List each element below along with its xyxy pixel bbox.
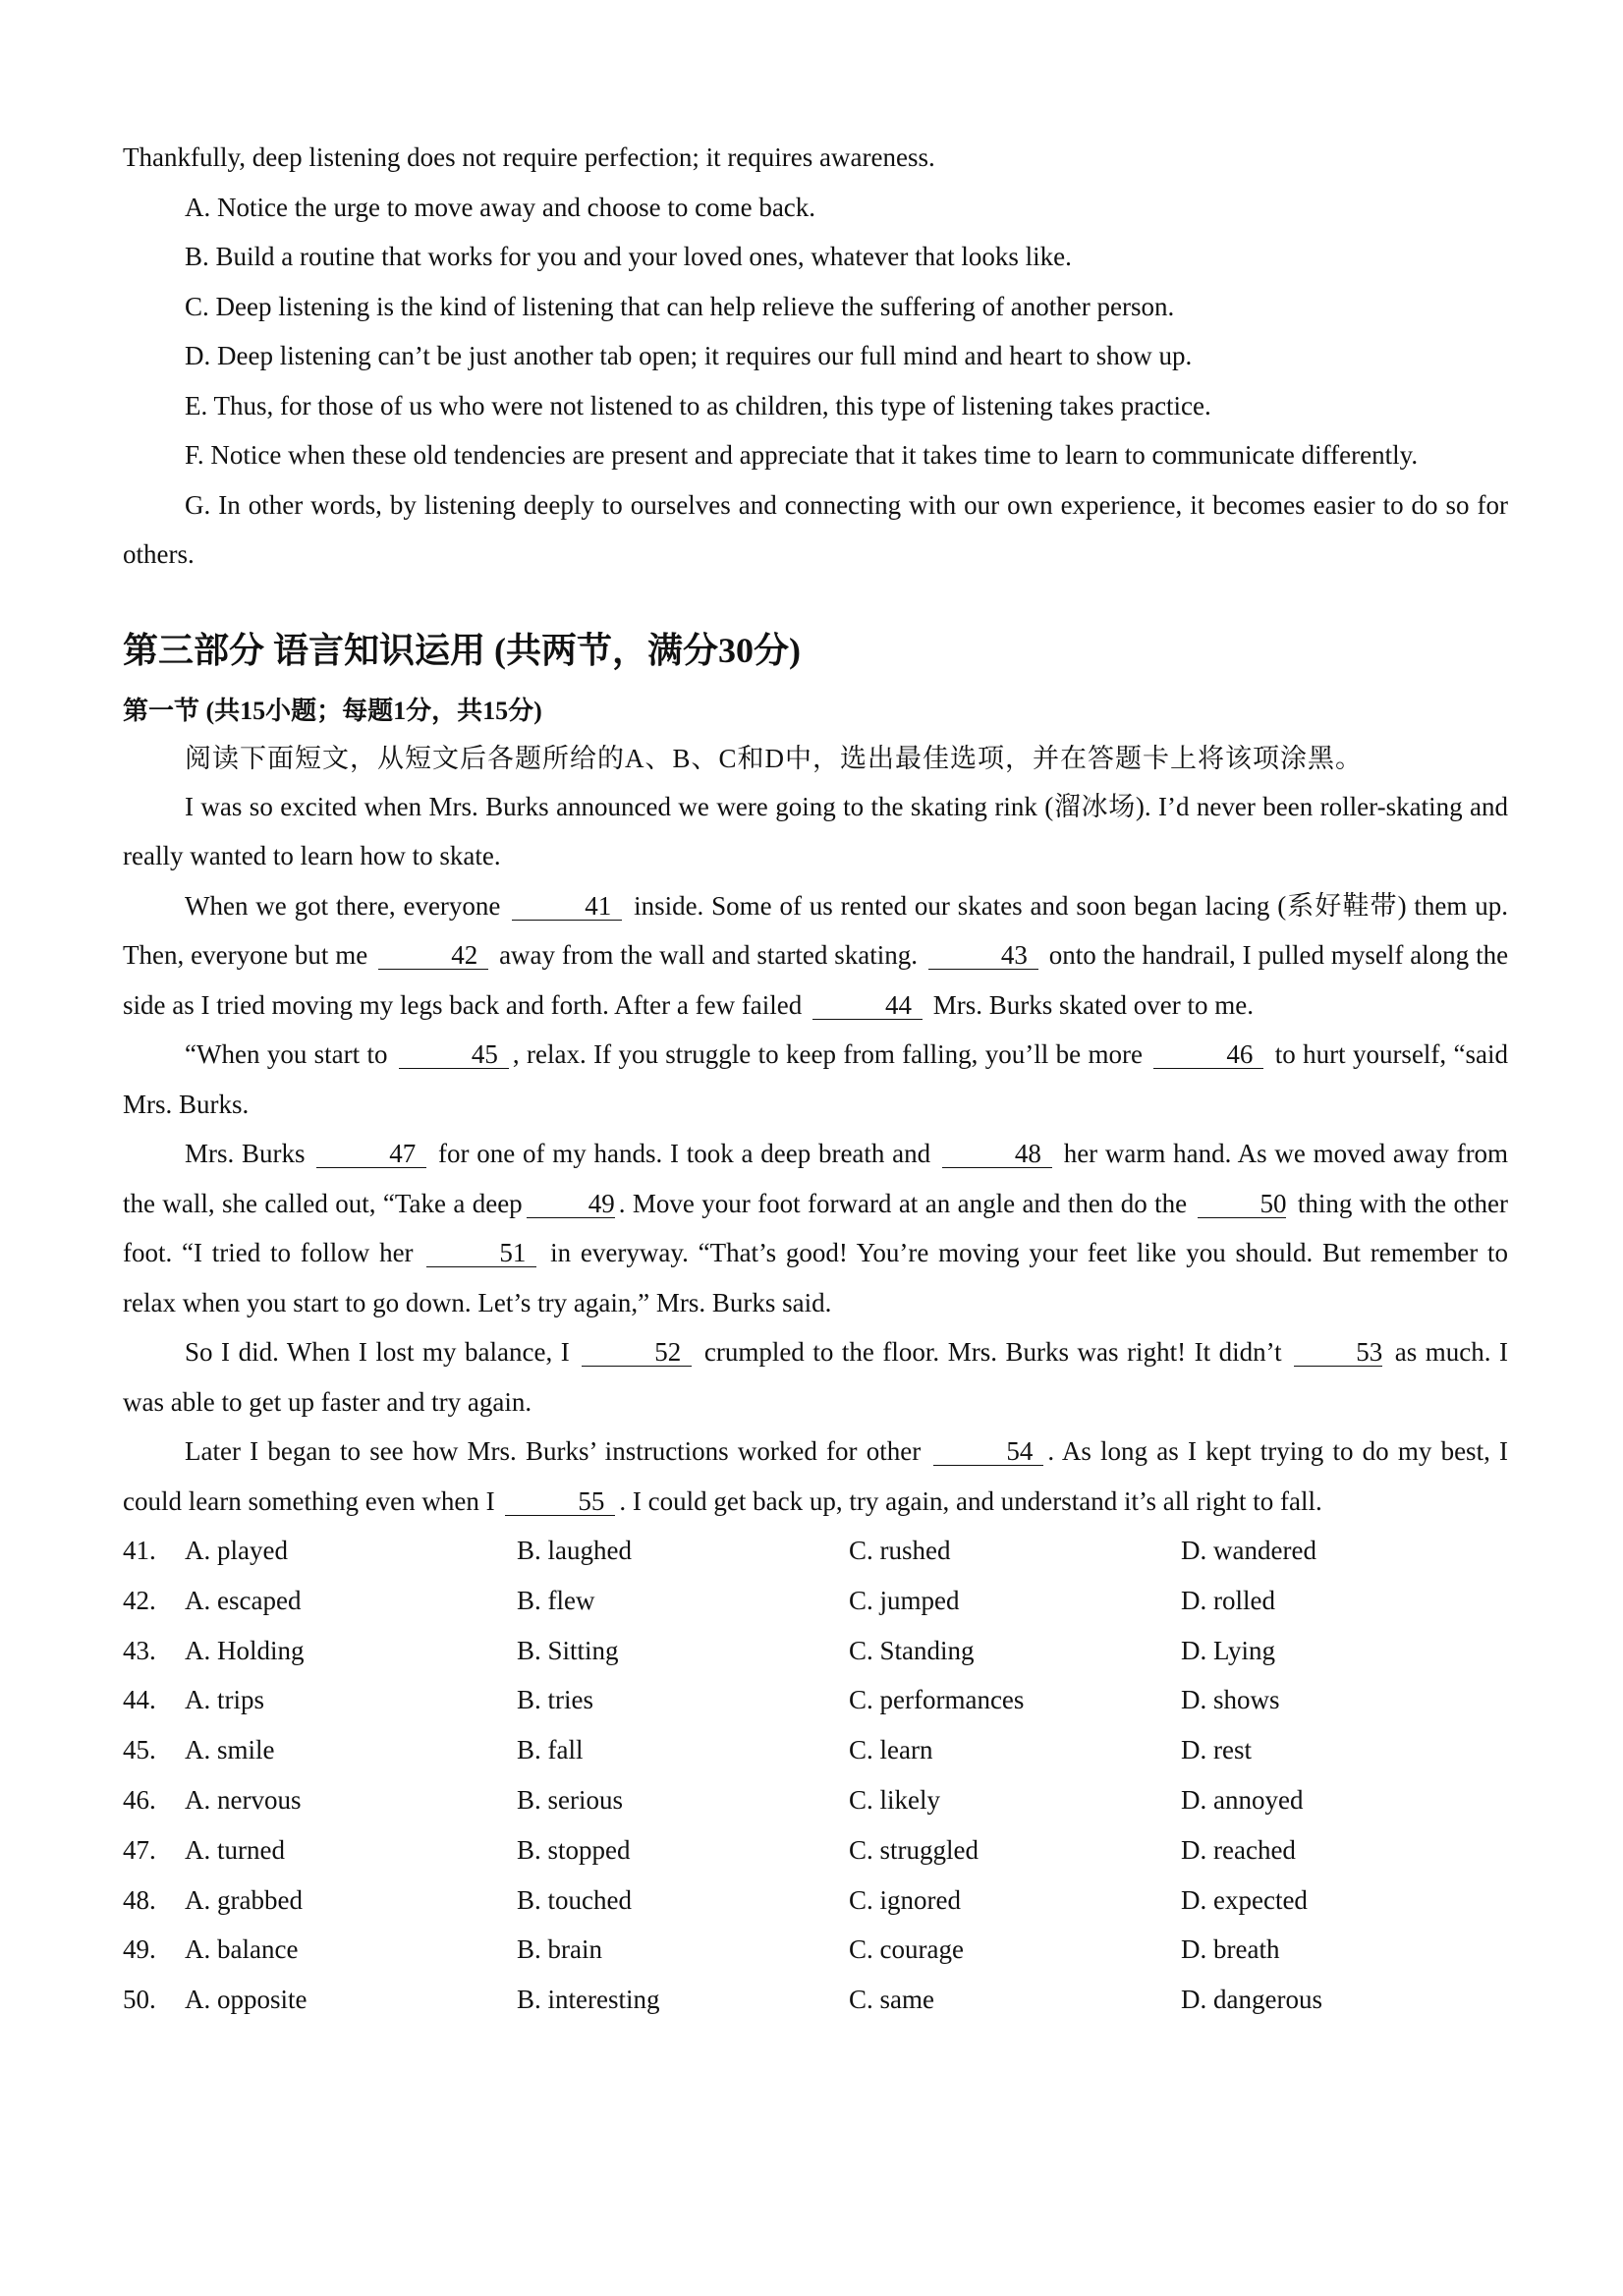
choice-a: A. grabbed [185,1884,303,1915]
choice-a: A. escaped [185,1585,302,1615]
choice-d: D. reached [1181,1834,1296,1865]
choice-row-41: 41. A. played B. laughed C. rushed D. wandered [123,1526,1508,1576]
choice-d: D. expected [1181,1884,1308,1915]
instruction: 阅读下面短文，从短文后各题所给的A、B、C和D中，选出最佳选项，并在答题卡上将该项涂黑。 [185,743,1364,773]
section-title: 第一节 (共15小题；每题1分，共15分) [123,696,542,725]
blank-55: 55 [505,1487,615,1516]
choice-d: D. rest [1181,1735,1252,1765]
choice-row-43: 43. A. Holding B. Sitting C. Standing D. Lying [123,1626,1508,1676]
choice-c: C. likely [849,1784,940,1815]
choice-table [123,1526,1508,2025]
choice-a: A. balance [185,1934,299,1965]
option-d: D. Deep listening can’t be just another tab open; it requires our full mind and heart to show up. [185,341,1193,370]
choice-a: A. Holding [185,1635,305,1665]
closing-sentence: Thankfully, deep listening does not require perfection; it requires awareness. [123,142,935,172]
choice-c: C. courage [849,1934,964,1965]
choice-row-45: 45. A. smile B. fall C. learn D. rest [123,1725,1508,1775]
choice-b: B. flew [517,1585,595,1615]
choice-a: A. opposite [185,1985,308,2015]
choice-row-50: 50. A. opposite B. interesting C. same D. dangerous [123,1975,1508,2025]
option-c: C. Deep listening is the kind of listening that can help relieve the suffering of another person. [185,291,1175,321]
blank-47: 47 [316,1140,426,1168]
choice-a: A. played [185,1536,288,1565]
choice-b: B. fall [517,1735,584,1765]
choice-d: D. rolled [1181,1585,1275,1615]
blank-49: 49 [527,1190,615,1218]
choice-c: C. same [849,1985,934,2015]
choice-d: D. Lying [1181,1635,1276,1665]
blank-50: 50 [1198,1190,1286,1218]
choice-b: B. brain [517,1934,602,1965]
choice-d: D. shows [1181,1685,1280,1715]
option-f: F. Notice when these old tendencies are present and appreciate that it takes time to learn to communicate differently. [185,440,1419,470]
cloze-paragraph-1: I was so excited when Mrs. Burks announced we were going to the skating rink (溜冰场). I’d never been roller-skating and really wanted to learn how to skate. [123,791,1508,870]
choice-b: B. stopped [517,1834,631,1865]
blank-44: 44 [812,991,923,1020]
option-a: A. Notice the urge to move away and choose to come back. [185,192,816,222]
option-b: B. Build a routine that works for you and your loved ones, whatever that looks like. [185,242,1072,271]
page-content [123,133,1508,2025]
choice-c: C. performances [849,1685,1025,1715]
choice-d: D. annoyed [1181,1784,1304,1815]
choice-c: C. ignored [849,1884,961,1915]
blank-54: 54 [933,1437,1043,1466]
choice-a: A. turned [185,1834,285,1865]
choice-row-44: 44. A. trips B. tries C. performances D. shows [123,1675,1508,1725]
choice-b: B. laughed [517,1536,632,1565]
part-title: 第三部分 语言知识运用 (共两节，满分30分) [123,630,801,670]
choice-row-47: 47. A. turned B. stopped C. struggled D. reached [123,1825,1508,1876]
cloze-paragraph-2: When we got there, everyone 41 inside. Some of us rented our skates and soon began lacing (系好鞋带) them up. Then, everyone but me 42 away from the wall and started skating. 43 onto the handrail, I pulled myself along the side as I tried moving my legs back and forth. After a few failed 44 Mrs. Burks skated over to me. [123,890,1509,1020]
blank-45: 45 [399,1040,509,1069]
cloze-paragraph-3: “When you start to 45 , relax. If you struggle to keep from falling, you’ll be more 46 to hurt yourself, “said Mrs. Burks. [123,1039,1509,1119]
choice-c: C. Standing [849,1635,975,1665]
choice-row-49: 49. A. balance B. brain C. courage D. breath [123,1925,1508,1975]
blank-43: 43 [928,941,1038,970]
blank-48: 48 [942,1140,1052,1168]
blank-51: 51 [426,1239,536,1267]
choice-c: C. rushed [849,1536,951,1565]
choice-row-48: 48. A. grabbed B. touched C. ignored D. expected [123,1876,1508,1926]
choice-c: C. jumped [849,1585,960,1615]
choice-b: B. Sitting [517,1635,619,1665]
blank-42: 42 [378,941,488,970]
choice-row-46: 46. A. nervous B. serious C. likely D. annoyed [123,1775,1508,1825]
option-e: E. Thus, for those of us who were not listened to as children, this type of listening takes practice. [185,390,1211,420]
choice-c: C. learn [849,1735,933,1765]
cloze-paragraph-4: Mrs. Burks 47 for one of my hands. I took a deep breath and 48 her warm hand. As we moved away from the wall, she called out, “Take a deep 49 . Move your foot forward at an angle and then do the 50 thing with the other foot. “I tried to follow her 51 in everyway. “That’s good! You’re moving your feet like you should. But remember to relax when you start to go down. Let’s try again,” Mrs. Burks said. [123,1139,1509,1317]
choice-d: D. wandered [1181,1536,1316,1565]
choice-c: C. struggled [849,1834,979,1865]
blank-41: 41 [512,892,622,921]
blank-53: 53 [1294,1338,1382,1367]
choice-a: A. nervous [185,1784,302,1815]
cloze-paragraph-6: Later I began to see how Mrs. Burks’ instructions worked for other 54 . As long as I kept trying to do my best, I could learn something even when I 55 . I could get back up, try again, and understand it’s all right to fall. [123,1436,1509,1516]
choice-d: D. breath [1181,1934,1280,1965]
choice-d: D. dangerous [1181,1985,1322,2015]
option-g: G. In other words, by listening deeply to ourselves and connecting with our own experience, it becomes easier to do so for others. [123,489,1509,569]
choice-b: B. tries [517,1685,593,1715]
choice-b: B. touched [517,1884,632,1915]
blank-46: 46 [1153,1040,1263,1069]
choice-a: A. smile [185,1735,275,1765]
cloze-paragraph-5: So I did. When I lost my balance, I 52 crumpled to the floor. Mrs. Burks was right! It didn’t 53 as much. I was able to get up faster and try again. [123,1337,1509,1417]
blank-52: 52 [582,1338,692,1367]
choice-row-42: 42. A. escaped B. flew C. jumped D. rolled [123,1576,1508,1626]
choice-a: A. trips [185,1685,264,1715]
choice-b: B. interesting [517,1985,660,2015]
choice-b: B. serious [517,1784,623,1815]
